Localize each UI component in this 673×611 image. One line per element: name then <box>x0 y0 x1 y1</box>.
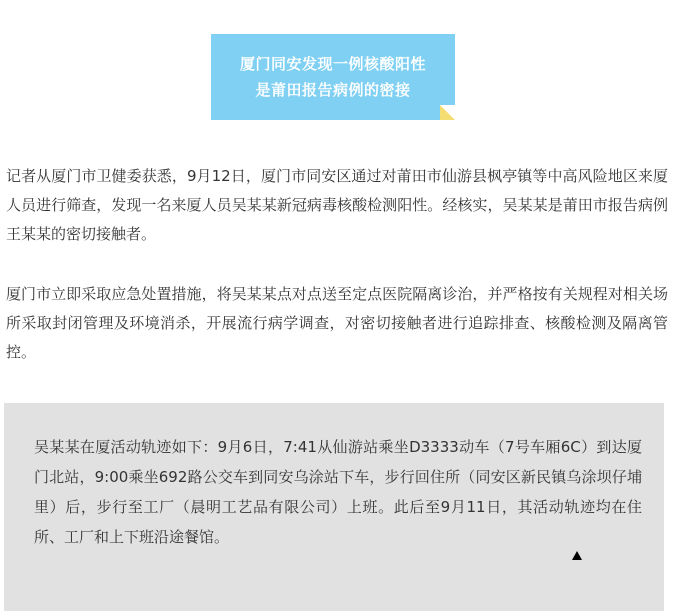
itinerary-box <box>4 403 664 611</box>
title-line-2: 是莆田报告病例的密接 <box>255 81 411 99</box>
paragraph-response: 厦门市立即采取应急处置措施，将吴某某点对点送至定点医院隔离诊治，并严格按有关规程对相关场所采取封闭管理及环境消杀，开展流行病学调查，对密切接触者进行追踪排查、核酸检测及隔离管控。 <box>6 285 668 361</box>
title-card <box>211 34 455 120</box>
itinerary-text: 吴某某在厦活动轨迹如下：9月6日，7:41从仙游站乘坐D3333动车（7号车厢6C）到达厦门北站，9:00乘坐692路公交车到同安乌涂站下车，步行回住所（同安区新民镇乌涂坝仔埔里）后，步行至工厂（晨明工艺品有限公司）上班。此后至9月11日，其活动轨迹均在住所、工厂和上下班沿途餐馆。 <box>34 438 642 546</box>
title-line-1: 厦门同安发现一例核酸阳性 <box>239 55 426 73</box>
paragraph-report: 记者从厦门市卫健委获悉，9月12日，厦门市同安区通过对莆田市仙游县枫亭镇等中高风险地区来厦人员进行筛查，发现一名来厦人员吴某某新冠病毒核酸检测阳性。经核实，吴某某是莆田市报告病例王某某的密切接触者。 <box>6 167 668 243</box>
corner-fold-icon <box>440 105 455 120</box>
triangle-up-icon <box>572 551 582 560</box>
